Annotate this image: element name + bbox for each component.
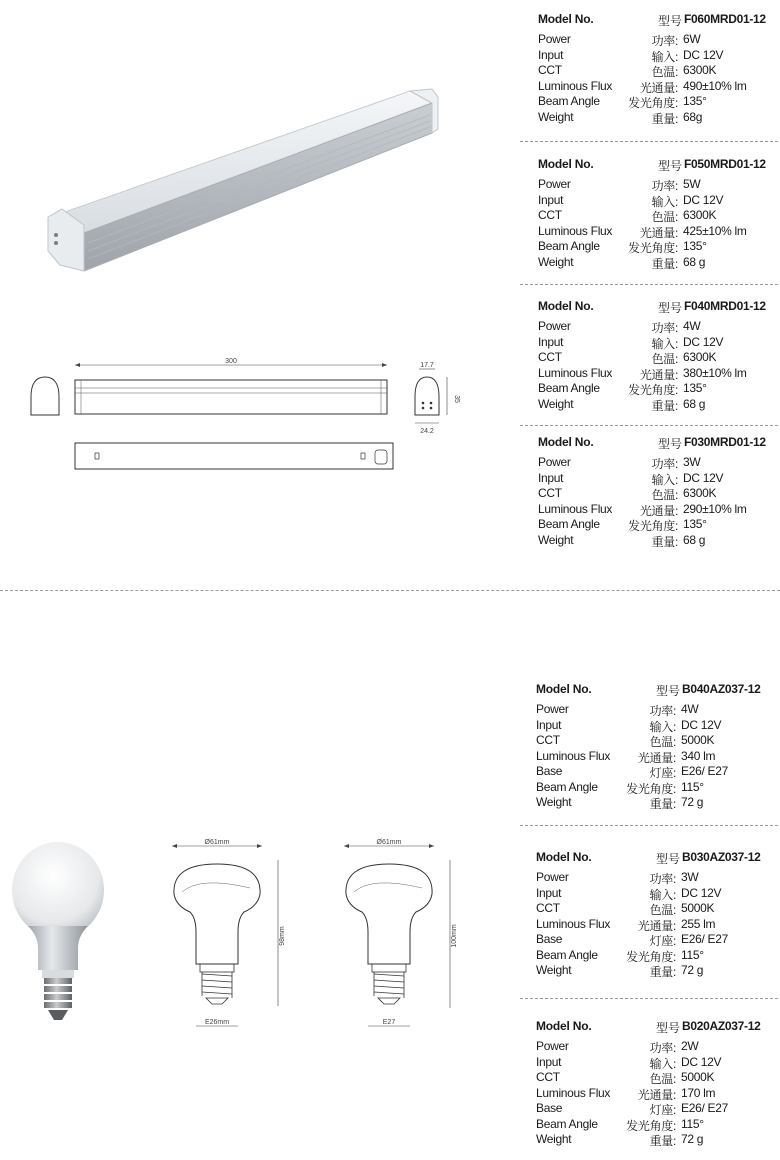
spec-label: Base xyxy=(536,764,563,778)
spec-label: Power xyxy=(536,702,569,716)
led-tube-dimension-drawing xyxy=(25,355,465,480)
divider xyxy=(520,998,778,999)
spec-label-cn: 输入: xyxy=(649,887,676,902)
spec-value: 6300K xyxy=(683,63,717,77)
spec-value: 72 g xyxy=(681,963,704,977)
spec-label: Luminous Flux xyxy=(538,365,613,380)
model-number: F030MRD01-12 xyxy=(684,435,766,449)
spec-label: Weight xyxy=(538,109,574,124)
spec-value: DC 12V xyxy=(683,334,724,349)
model-label-cn: 型号 xyxy=(655,852,680,866)
spec-label-cn: 色温: xyxy=(651,210,678,224)
led-tube-photo xyxy=(40,85,440,275)
spec-value: 425±10% lm xyxy=(683,223,747,238)
model-number: F040MRD01-12 xyxy=(684,299,766,313)
spec-label: Power xyxy=(538,319,571,333)
spec-value: 115° xyxy=(681,1116,704,1131)
model-label: Model No. xyxy=(536,850,592,864)
model-label-cn: 型号 xyxy=(655,1021,680,1035)
spec-label: Luminous Flux xyxy=(536,1085,611,1100)
bulb-spec-block xyxy=(536,682,780,811)
model-label: Model No. xyxy=(536,1019,592,1033)
spec-label: Input xyxy=(536,1054,562,1069)
spec-label: Beam Angle xyxy=(538,239,600,253)
spec-label-cn: 功率: xyxy=(649,704,676,718)
spec-label: Beam Angle xyxy=(536,779,598,794)
spec-label-cn: 灯座: xyxy=(649,934,676,948)
divider xyxy=(520,284,778,285)
spec-label-cn: 发光角度: xyxy=(628,383,678,397)
spec-label: Power xyxy=(538,177,571,191)
spec-label-cn: 功率: xyxy=(649,1041,676,1055)
spec-value: 6W xyxy=(683,32,701,46)
spec-value: DC 12V xyxy=(683,192,724,207)
spec-label-cn: 输入: xyxy=(651,194,678,209)
spec-label: CCT xyxy=(538,350,562,364)
model-label: Model No. xyxy=(538,299,594,313)
spec-value: DC 12V xyxy=(681,717,722,732)
spec-value: 135° xyxy=(683,517,707,531)
divider xyxy=(520,425,778,426)
spec-label-cn: 重量: xyxy=(649,797,676,811)
spec-label: Power xyxy=(536,870,569,884)
spec-label: Beam Angle xyxy=(536,1116,598,1131)
spec-label-cn: 重量: xyxy=(651,256,678,271)
spec-label-cn: 功率: xyxy=(649,872,676,886)
spec-label-cn: 发光角度: xyxy=(628,96,678,110)
spec-label: Power xyxy=(536,1039,569,1053)
spec-value: DC 12V xyxy=(683,470,724,485)
spec-value: 6300K xyxy=(683,486,717,500)
spec-label: Input xyxy=(538,192,564,207)
r-bulb-photo xyxy=(8,838,108,1028)
model-label-cn: 型号 xyxy=(657,159,682,173)
model-number: B030AZ037-12 xyxy=(682,850,761,864)
spec-value: 72 g xyxy=(681,795,704,809)
spec-value: 5W xyxy=(683,177,701,191)
spec-value: 68 g xyxy=(683,254,706,269)
spec-value: E26/ E27 xyxy=(681,932,728,946)
spec-value: 255 lm xyxy=(681,916,716,931)
bulb-b-base-dim: E27 xyxy=(382,1019,396,1026)
spec-label-cn: 光通量: xyxy=(639,225,678,240)
spec-label: Input xyxy=(536,885,562,900)
spec-label-cn: 输入: xyxy=(651,336,678,351)
spec-label: Weight xyxy=(536,795,572,809)
spec-value: 5000K xyxy=(681,733,715,747)
spec-label-cn: 光通量: xyxy=(639,367,678,382)
spec-value: 3W xyxy=(683,455,701,469)
spec-label: Weight xyxy=(536,1132,572,1146)
tube-top-width-dim: 17.7 xyxy=(420,362,434,369)
spec-label-cn: 光通量: xyxy=(639,80,678,95)
model-number: F050MRD01-12 xyxy=(684,157,766,171)
spec-value: 3W xyxy=(681,870,699,884)
spec-label: Beam Angle xyxy=(538,517,600,531)
tube-height-dim: 35 xyxy=(453,395,460,403)
spec-value: 135° xyxy=(683,94,707,108)
spec-label: Base xyxy=(536,1101,563,1115)
spec-value: 68g xyxy=(683,109,703,124)
spec-value: 4W xyxy=(683,319,701,333)
spec-label-cn: 灯座: xyxy=(649,766,676,780)
spec-label-cn: 输入: xyxy=(649,719,676,734)
spec-label: Luminous Flux xyxy=(538,501,613,516)
spec-value: 340 lm xyxy=(681,748,716,763)
spec-label-cn: 功率: xyxy=(651,457,678,471)
spec-label-cn: 色温: xyxy=(651,352,678,366)
spec-label: Input xyxy=(538,334,564,349)
spec-value: 2W xyxy=(681,1039,699,1053)
spec-value: 6300K xyxy=(683,208,717,222)
spec-label-cn: 光通量: xyxy=(637,1087,676,1102)
model-label-cn: 型号 xyxy=(655,684,680,698)
spec-value: 290±10% lm xyxy=(683,501,747,516)
spec-value: 5000K xyxy=(681,1070,715,1084)
spec-label: Input xyxy=(536,717,562,732)
spec-value: 135° xyxy=(683,381,707,395)
spec-label-cn: 输入: xyxy=(649,1056,676,1071)
model-label: Model No. xyxy=(536,682,592,696)
spec-label: Luminous Flux xyxy=(536,916,611,931)
spec-label-cn: 光通量: xyxy=(639,503,678,518)
spec-label-cn: 输入: xyxy=(651,472,678,487)
spec-value: 6300K xyxy=(683,350,717,364)
spec-label: CCT xyxy=(536,1070,560,1084)
spec-label-cn: 光通量: xyxy=(637,750,676,765)
spec-label: Weight xyxy=(538,396,574,411)
spec-label-cn: 重量: xyxy=(649,1134,676,1148)
model-label: Model No. xyxy=(538,435,594,449)
spec-label-cn: 色温: xyxy=(651,65,678,79)
spec-label-cn: 发光角度: xyxy=(626,1118,676,1133)
spec-label-cn: 重量: xyxy=(649,965,676,979)
r-bulb-dimension-drawing xyxy=(160,836,460,1034)
spec-value: 135° xyxy=(683,239,707,253)
bulb-spec-block xyxy=(536,850,780,979)
spec-label-cn: 色温: xyxy=(649,903,676,917)
model-number: B020AZ037-12 xyxy=(682,1019,761,1033)
spec-label: CCT xyxy=(538,208,562,222)
model-label-cn: 型号 xyxy=(657,437,682,451)
divider xyxy=(520,825,778,826)
spec-label-cn: 重量: xyxy=(651,111,678,126)
spec-label-cn: 光通量: xyxy=(637,918,676,933)
spec-value: E26/ E27 xyxy=(681,764,728,778)
spec-value: 4W xyxy=(681,702,699,716)
model-label-cn: 型号 xyxy=(657,14,682,28)
spec-label-cn: 功率: xyxy=(651,34,678,48)
spec-label: Luminous Flux xyxy=(538,223,613,238)
model-label: Model No. xyxy=(538,157,594,171)
spec-label-cn: 色温: xyxy=(649,1072,676,1086)
spec-label-cn: 功率: xyxy=(651,321,678,335)
spec-label-cn: 灯座: xyxy=(649,1103,676,1117)
spec-label: Input xyxy=(538,470,564,485)
tube-length-dim: 300 xyxy=(225,358,237,365)
section-divider xyxy=(0,590,780,591)
spec-label-cn: 输入: xyxy=(651,49,678,64)
spec-label: Weight xyxy=(538,532,574,547)
spec-label: Input xyxy=(538,47,564,62)
spec-value: 170 lm xyxy=(681,1085,716,1100)
spec-label-cn: 色温: xyxy=(649,735,676,749)
spec-value: 68 g xyxy=(683,532,706,547)
spec-value: 490±10% lm xyxy=(683,78,747,93)
spec-label: CCT xyxy=(536,901,560,915)
spec-label-cn: 发光角度: xyxy=(628,519,678,533)
spec-label-cn: 重量: xyxy=(651,398,678,413)
bulb-a-height-dim: 98mm xyxy=(279,926,286,946)
spec-label: Beam Angle xyxy=(536,947,598,962)
bulb-b-diameter-dim: Ø61mm xyxy=(376,839,402,846)
model-number: F060MRD01-12 xyxy=(684,12,766,26)
bulb-b-height-dim: 100mm xyxy=(451,924,458,948)
spec-label: Weight xyxy=(536,963,572,977)
spec-value: DC 12V xyxy=(681,885,722,900)
spec-label: Beam Angle xyxy=(538,381,600,395)
spec-value: 115° xyxy=(681,947,704,962)
bulb-a-diameter-dim: Ø61mm xyxy=(204,839,230,846)
spec-label-cn: 发光角度: xyxy=(628,241,678,255)
spec-label: Power xyxy=(538,455,571,469)
spec-value: E26/ E27 xyxy=(681,1101,728,1115)
spec-label: CCT xyxy=(538,486,562,500)
spec-label-cn: 功率: xyxy=(651,179,678,193)
model-label-cn: 型号 xyxy=(657,301,682,315)
spec-value: DC 12V xyxy=(683,47,724,62)
model-number: B040AZ037-12 xyxy=(682,682,761,696)
tube-spec-block xyxy=(538,299,780,412)
model-label: Model No. xyxy=(538,12,594,26)
spec-value: DC 12V xyxy=(681,1054,722,1069)
spec-value: 72 g xyxy=(681,1132,704,1146)
spec-label-cn: 发光角度: xyxy=(626,949,676,964)
bulb-spec-block xyxy=(536,1019,780,1148)
spec-label: Luminous Flux xyxy=(536,748,611,763)
tube-spec-block xyxy=(538,435,780,548)
spec-value: 380±10% lm xyxy=(683,365,747,380)
spec-label: CCT xyxy=(538,63,562,77)
spec-value: 68 g xyxy=(683,396,706,411)
spec-value: 115° xyxy=(681,779,704,794)
spec-label: Power xyxy=(538,32,571,46)
tube-spec-block xyxy=(538,12,780,125)
tube-bottom-width-dim: 24.2 xyxy=(420,428,434,435)
bulb-a-base-dim: E26mm xyxy=(204,1019,230,1026)
spec-label-cn: 重量: xyxy=(651,534,678,549)
spec-label: CCT xyxy=(536,733,560,747)
divider xyxy=(520,141,778,142)
spec-label-cn: 发光角度: xyxy=(626,781,676,796)
spec-label: Weight xyxy=(538,254,574,269)
spec-label: Beam Angle xyxy=(538,94,600,108)
spec-label: Luminous Flux xyxy=(538,78,613,93)
spec-label-cn: 色温: xyxy=(651,488,678,502)
spec-label: Base xyxy=(536,932,563,946)
spec-value: 5000K xyxy=(681,901,715,915)
tube-spec-block xyxy=(538,157,780,270)
